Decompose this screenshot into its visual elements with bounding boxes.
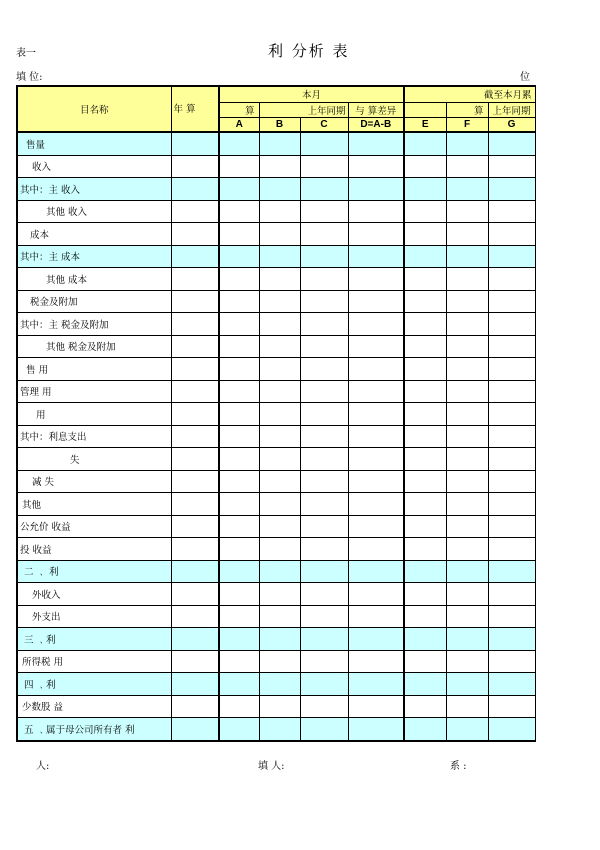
value-cell[interactable] bbox=[219, 515, 259, 538]
value-cell[interactable] bbox=[446, 583, 488, 606]
value-cell[interactable] bbox=[348, 560, 404, 583]
value-cell[interactable] bbox=[404, 515, 446, 538]
value-cell[interactable] bbox=[404, 470, 446, 493]
value-cell[interactable] bbox=[404, 718, 446, 741]
col-letter-d: D=A-B bbox=[348, 117, 404, 132]
value-cell[interactable] bbox=[404, 650, 446, 673]
value-cell[interactable] bbox=[219, 403, 259, 426]
profit-analysis-table bbox=[16, 85, 536, 742]
row-label: 其中：主 税金及附加 bbox=[17, 313, 171, 336]
value-cell[interactable] bbox=[259, 403, 300, 426]
value-cell[interactable] bbox=[259, 290, 300, 313]
page-title: 利 分析 表 bbox=[268, 42, 350, 60]
value-cell[interactable] bbox=[219, 695, 259, 718]
value-cell[interactable] bbox=[171, 650, 219, 673]
value-cell[interactable] bbox=[488, 290, 535, 313]
value-cell[interactable] bbox=[446, 268, 488, 291]
value-cell[interactable] bbox=[446, 605, 488, 628]
unit-label: 位 bbox=[520, 72, 530, 83]
value-cell[interactable] bbox=[259, 223, 300, 246]
value-cell[interactable] bbox=[446, 313, 488, 336]
value-cell[interactable] bbox=[348, 448, 404, 471]
value-cell[interactable] bbox=[300, 673, 348, 696]
value-cell[interactable] bbox=[259, 155, 300, 178]
value-cell[interactable] bbox=[446, 695, 488, 718]
value-cell[interactable] bbox=[404, 155, 446, 178]
value-cell[interactable] bbox=[219, 448, 259, 471]
value-cell[interactable] bbox=[171, 695, 219, 718]
value-cell[interactable] bbox=[488, 538, 535, 561]
row-label: 其中：主 成本 bbox=[17, 245, 171, 268]
value-cell[interactable] bbox=[171, 673, 219, 696]
value-cell[interactable] bbox=[348, 358, 404, 381]
row-label: 售 用 bbox=[17, 358, 171, 381]
table-row bbox=[17, 178, 535, 201]
value-cell[interactable] bbox=[488, 448, 535, 471]
value-cell[interactable] bbox=[219, 245, 259, 268]
value-cell[interactable] bbox=[404, 178, 446, 201]
group-header-cumulative: 截至本月累 bbox=[404, 86, 535, 102]
value-cell[interactable] bbox=[348, 718, 404, 741]
value-cell[interactable] bbox=[300, 245, 348, 268]
col-header-month-diff: 与 算差异 bbox=[348, 102, 404, 117]
value-cell[interactable] bbox=[348, 200, 404, 223]
value-cell[interactable] bbox=[348, 155, 404, 178]
value-cell[interactable] bbox=[348, 515, 404, 538]
value-cell[interactable] bbox=[171, 200, 219, 223]
value-cell[interactable] bbox=[259, 605, 300, 628]
table-row bbox=[17, 268, 535, 291]
value-cell[interactable] bbox=[446, 628, 488, 651]
value-cell[interactable] bbox=[348, 470, 404, 493]
table-row bbox=[17, 380, 535, 403]
value-cell[interactable] bbox=[348, 380, 404, 403]
value-cell[interactable] bbox=[488, 223, 535, 246]
value-cell[interactable] bbox=[404, 290, 446, 313]
value-cell[interactable] bbox=[171, 268, 219, 291]
value-cell[interactable] bbox=[259, 470, 300, 493]
value-cell[interactable] bbox=[488, 673, 535, 696]
value-cell[interactable] bbox=[446, 538, 488, 561]
value-cell[interactable] bbox=[300, 268, 348, 291]
value-cell[interactable] bbox=[259, 380, 300, 403]
row-label: 其他 收入 bbox=[17, 200, 171, 223]
value-cell[interactable] bbox=[300, 155, 348, 178]
value-cell[interactable] bbox=[259, 425, 300, 448]
value-cell[interactable] bbox=[446, 718, 488, 741]
value-cell[interactable] bbox=[300, 718, 348, 741]
value-cell[interactable] bbox=[171, 358, 219, 381]
value-cell[interactable] bbox=[488, 268, 535, 291]
value-cell[interactable] bbox=[348, 245, 404, 268]
value-cell[interactable] bbox=[219, 335, 259, 358]
value-cell[interactable] bbox=[348, 695, 404, 718]
value-cell[interactable] bbox=[348, 583, 404, 606]
row-label: 其中：主 收入 bbox=[17, 178, 171, 201]
value-cell[interactable] bbox=[488, 583, 535, 606]
table-row bbox=[17, 650, 535, 673]
value-cell[interactable] bbox=[404, 695, 446, 718]
row-label: 公允价 收益 bbox=[17, 515, 171, 538]
value-cell[interactable] bbox=[300, 448, 348, 471]
value-cell[interactable] bbox=[259, 335, 300, 358]
table-row bbox=[17, 605, 535, 628]
value-cell[interactable] bbox=[446, 155, 488, 178]
value-cell[interactable] bbox=[300, 560, 348, 583]
value-cell[interactable] bbox=[219, 583, 259, 606]
value-cell[interactable] bbox=[259, 718, 300, 741]
value-cell[interactable] bbox=[404, 380, 446, 403]
table-row bbox=[17, 403, 535, 426]
value-cell[interactable] bbox=[404, 132, 446, 155]
value-cell[interactable] bbox=[300, 380, 348, 403]
value-cell[interactable] bbox=[171, 403, 219, 426]
table-row bbox=[17, 560, 535, 583]
value-cell[interactable] bbox=[300, 132, 348, 155]
row-label: 其他 bbox=[17, 493, 171, 516]
value-cell[interactable] bbox=[404, 560, 446, 583]
value-cell[interactable] bbox=[219, 628, 259, 651]
value-cell[interactable] bbox=[300, 313, 348, 336]
value-cell[interactable] bbox=[404, 313, 446, 336]
fill-unit-label: 填 位: bbox=[16, 72, 43, 83]
value-cell[interactable] bbox=[259, 583, 300, 606]
value-cell[interactable] bbox=[219, 358, 259, 381]
value-cell[interactable] bbox=[171, 583, 219, 606]
table-row bbox=[17, 493, 535, 516]
value-cell[interactable] bbox=[348, 673, 404, 696]
col-letter-a: A bbox=[219, 117, 259, 132]
value-cell[interactable] bbox=[404, 448, 446, 471]
value-cell[interactable] bbox=[300, 695, 348, 718]
col-header-cum-prev: 上年同期 bbox=[488, 102, 535, 117]
value-cell[interactable] bbox=[259, 358, 300, 381]
value-cell[interactable] bbox=[488, 335, 535, 358]
value-cell[interactable] bbox=[348, 605, 404, 628]
value-cell[interactable] bbox=[446, 673, 488, 696]
value-cell[interactable] bbox=[171, 538, 219, 561]
row-label: 其他 税金及附加 bbox=[17, 335, 171, 358]
col-header-month-prev: 上年同期 bbox=[259, 102, 348, 117]
table-row bbox=[17, 290, 535, 313]
value-cell[interactable] bbox=[348, 403, 404, 426]
value-cell[interactable] bbox=[300, 583, 348, 606]
value-cell[interactable] bbox=[348, 493, 404, 516]
table-row bbox=[17, 245, 535, 268]
row-label: 三 ﹑利 bbox=[17, 628, 171, 651]
value-cell[interactable] bbox=[259, 200, 300, 223]
table-row bbox=[17, 515, 535, 538]
value-cell[interactable] bbox=[171, 605, 219, 628]
value-cell[interactable] bbox=[171, 290, 219, 313]
table-row bbox=[17, 718, 535, 741]
value-cell[interactable] bbox=[219, 290, 259, 313]
value-cell[interactable] bbox=[488, 470, 535, 493]
value-cell[interactable] bbox=[404, 425, 446, 448]
table-row bbox=[17, 470, 535, 493]
col-header-cum-budget: 算 bbox=[446, 102, 488, 117]
value-cell[interactable] bbox=[488, 380, 535, 403]
value-cell[interactable] bbox=[300, 200, 348, 223]
value-cell[interactable] bbox=[348, 425, 404, 448]
value-cell[interactable] bbox=[446, 560, 488, 583]
value-cell[interactable] bbox=[300, 650, 348, 673]
value-cell[interactable] bbox=[259, 493, 300, 516]
value-cell[interactable] bbox=[259, 178, 300, 201]
col-letter-c: C bbox=[300, 117, 348, 132]
value-cell[interactable] bbox=[488, 313, 535, 336]
value-cell[interactable] bbox=[300, 605, 348, 628]
value-cell[interactable] bbox=[259, 628, 300, 651]
row-label: 管理 用 bbox=[17, 380, 171, 403]
value-cell[interactable] bbox=[404, 223, 446, 246]
row-label: 四 ﹑利 bbox=[17, 673, 171, 696]
table-row bbox=[17, 583, 535, 606]
value-cell[interactable] bbox=[259, 650, 300, 673]
value-cell[interactable] bbox=[219, 493, 259, 516]
value-cell[interactable] bbox=[446, 448, 488, 471]
table-row bbox=[17, 313, 535, 336]
row-label: 外收入 bbox=[17, 583, 171, 606]
value-cell[interactable] bbox=[488, 425, 535, 448]
value-cell[interactable] bbox=[404, 358, 446, 381]
value-cell[interactable] bbox=[300, 470, 348, 493]
value-cell[interactable] bbox=[488, 493, 535, 516]
value-cell[interactable] bbox=[446, 132, 488, 155]
responsible-person-label: 人: bbox=[36, 761, 50, 772]
table-row bbox=[17, 628, 535, 651]
value-cell[interactable] bbox=[488, 245, 535, 268]
value-cell[interactable] bbox=[488, 178, 535, 201]
value-cell[interactable] bbox=[348, 132, 404, 155]
value-cell[interactable] bbox=[259, 313, 300, 336]
value-cell[interactable] bbox=[404, 673, 446, 696]
value-cell[interactable] bbox=[259, 132, 300, 155]
value-cell[interactable] bbox=[219, 718, 259, 741]
value-cell[interactable] bbox=[446, 380, 488, 403]
value-cell[interactable] bbox=[446, 650, 488, 673]
value-cell[interactable] bbox=[404, 605, 446, 628]
value-cell[interactable] bbox=[171, 493, 219, 516]
value-cell[interactable] bbox=[300, 335, 348, 358]
value-cell[interactable] bbox=[300, 223, 348, 246]
value-cell[interactable] bbox=[219, 470, 259, 493]
table-row bbox=[17, 673, 535, 696]
value-cell[interactable] bbox=[171, 448, 219, 471]
value-cell[interactable] bbox=[348, 268, 404, 291]
value-cell[interactable] bbox=[300, 403, 348, 426]
value-cell[interactable] bbox=[171, 425, 219, 448]
value-cell[interactable] bbox=[300, 628, 348, 651]
row-label: 成本 bbox=[17, 223, 171, 246]
value-cell[interactable] bbox=[171, 470, 219, 493]
value-cell[interactable] bbox=[348, 178, 404, 201]
value-cell[interactable] bbox=[171, 178, 219, 201]
value-cell[interactable] bbox=[259, 448, 300, 471]
value-cell[interactable] bbox=[219, 605, 259, 628]
row-label: 其中：利息支出 bbox=[17, 425, 171, 448]
row-label: 五 ﹑属于母公司所有者 利 bbox=[17, 718, 171, 741]
table-row bbox=[17, 695, 535, 718]
value-cell[interactable] bbox=[488, 650, 535, 673]
value-cell[interactable] bbox=[488, 560, 535, 583]
value-cell[interactable] bbox=[219, 178, 259, 201]
value-cell[interactable] bbox=[404, 403, 446, 426]
value-cell[interactable] bbox=[219, 132, 259, 155]
value-cell[interactable] bbox=[171, 515, 219, 538]
row-label: 失 bbox=[17, 448, 171, 471]
filler-label: 填 人: bbox=[258, 761, 285, 772]
value-cell[interactable] bbox=[219, 560, 259, 583]
value-cell[interactable] bbox=[171, 628, 219, 651]
value-cell[interactable] bbox=[259, 245, 300, 268]
table-row bbox=[17, 335, 535, 358]
group-header-month: 本月 bbox=[219, 86, 404, 102]
value-cell[interactable] bbox=[171, 155, 219, 178]
col-letter-b: B bbox=[259, 117, 300, 132]
value-cell[interactable] bbox=[488, 515, 535, 538]
col-header-month-budget: 算 bbox=[219, 102, 259, 117]
table-row bbox=[17, 448, 535, 471]
value-cell[interactable] bbox=[446, 200, 488, 223]
row-label: 外支出 bbox=[17, 605, 171, 628]
col-header-annual: 年 算 bbox=[171, 86, 219, 132]
value-cell[interactable] bbox=[259, 560, 300, 583]
value-cell[interactable] bbox=[259, 673, 300, 696]
value-cell[interactable] bbox=[348, 313, 404, 336]
value-cell[interactable] bbox=[446, 493, 488, 516]
value-cell[interactable] bbox=[300, 358, 348, 381]
col-letter-g: G bbox=[488, 117, 535, 132]
value-cell[interactable] bbox=[446, 515, 488, 538]
value-cell[interactable] bbox=[348, 290, 404, 313]
table-row bbox=[17, 132, 535, 155]
value-cell[interactable] bbox=[404, 538, 446, 561]
value-cell[interactable] bbox=[171, 380, 219, 403]
value-cell[interactable] bbox=[488, 403, 535, 426]
value-cell[interactable] bbox=[171, 132, 219, 155]
row-label: 二 ﹑ 利 bbox=[17, 560, 171, 583]
table-row bbox=[17, 358, 535, 381]
value-cell[interactable] bbox=[171, 313, 219, 336]
value-cell[interactable] bbox=[259, 695, 300, 718]
row-label: 所得税 用 bbox=[17, 650, 171, 673]
table-row bbox=[17, 200, 535, 223]
col-letter-f: F bbox=[446, 117, 488, 132]
row-label: 税金及附加 bbox=[17, 290, 171, 313]
table-row bbox=[17, 538, 535, 561]
value-cell[interactable] bbox=[348, 335, 404, 358]
value-cell[interactable] bbox=[300, 515, 348, 538]
value-cell[interactable] bbox=[219, 223, 259, 246]
value-cell[interactable] bbox=[488, 718, 535, 741]
value-cell[interactable] bbox=[219, 268, 259, 291]
value-cell[interactable] bbox=[446, 290, 488, 313]
table-row bbox=[17, 155, 535, 178]
contact-label: 系 : bbox=[450, 761, 467, 772]
value-cell[interactable] bbox=[219, 380, 259, 403]
row-label: 少数股 益 bbox=[17, 695, 171, 718]
value-cell[interactable] bbox=[219, 650, 259, 673]
row-label: 售量 bbox=[17, 132, 171, 155]
value-cell[interactable] bbox=[488, 155, 535, 178]
value-cell[interactable] bbox=[300, 425, 348, 448]
row-label: 投 收益 bbox=[17, 538, 171, 561]
table-row bbox=[17, 425, 535, 448]
value-cell[interactable] bbox=[219, 673, 259, 696]
value-cell[interactable] bbox=[488, 132, 535, 155]
value-cell[interactable] bbox=[171, 223, 219, 246]
value-cell[interactable] bbox=[488, 628, 535, 651]
value-cell[interactable] bbox=[446, 178, 488, 201]
value-cell[interactable] bbox=[348, 628, 404, 651]
value-cell[interactable] bbox=[171, 718, 219, 741]
value-cell[interactable] bbox=[219, 155, 259, 178]
value-cell[interactable] bbox=[404, 200, 446, 223]
value-cell[interactable] bbox=[404, 245, 446, 268]
value-cell[interactable] bbox=[259, 268, 300, 291]
value-cell[interactable] bbox=[488, 605, 535, 628]
col-letter-e: E bbox=[404, 117, 446, 132]
value-cell[interactable] bbox=[171, 245, 219, 268]
value-cell[interactable] bbox=[259, 538, 300, 561]
value-cell[interactable] bbox=[219, 313, 259, 336]
value-cell[interactable] bbox=[219, 200, 259, 223]
row-label: 用 bbox=[17, 403, 171, 426]
value-cell[interactable] bbox=[488, 358, 535, 381]
value-cell[interactable] bbox=[171, 335, 219, 358]
value-cell[interactable] bbox=[300, 493, 348, 516]
row-label: 其他 成本 bbox=[17, 268, 171, 291]
value-cell[interactable] bbox=[404, 268, 446, 291]
value-cell[interactable] bbox=[348, 538, 404, 561]
value-cell[interactable] bbox=[348, 650, 404, 673]
value-cell[interactable] bbox=[446, 403, 488, 426]
value-cell[interactable] bbox=[446, 223, 488, 246]
value-cell[interactable] bbox=[404, 493, 446, 516]
value-cell[interactable] bbox=[446, 335, 488, 358]
value-cell[interactable] bbox=[446, 245, 488, 268]
value-cell[interactable] bbox=[259, 515, 300, 538]
value-cell[interactable] bbox=[446, 425, 488, 448]
value-cell[interactable] bbox=[488, 200, 535, 223]
value-cell[interactable] bbox=[404, 628, 446, 651]
row-label: 减 失 bbox=[17, 470, 171, 493]
value-cell[interactable] bbox=[404, 583, 446, 606]
value-cell[interactable] bbox=[446, 358, 488, 381]
value-cell[interactable] bbox=[219, 425, 259, 448]
row-label: 收入 bbox=[17, 155, 171, 178]
value-cell[interactable] bbox=[219, 538, 259, 561]
table-row bbox=[17, 223, 535, 246]
col-header-name: 目名称 bbox=[17, 86, 171, 132]
value-cell[interactable] bbox=[348, 223, 404, 246]
value-cell[interactable] bbox=[446, 470, 488, 493]
table-number: 表一 bbox=[16, 48, 36, 59]
value-cell[interactable] bbox=[300, 538, 348, 561]
value-cell[interactable] bbox=[171, 560, 219, 583]
value-cell[interactable] bbox=[300, 290, 348, 313]
value-cell[interactable] bbox=[404, 335, 446, 358]
value-cell[interactable] bbox=[300, 178, 348, 201]
value-cell[interactable] bbox=[488, 695, 535, 718]
